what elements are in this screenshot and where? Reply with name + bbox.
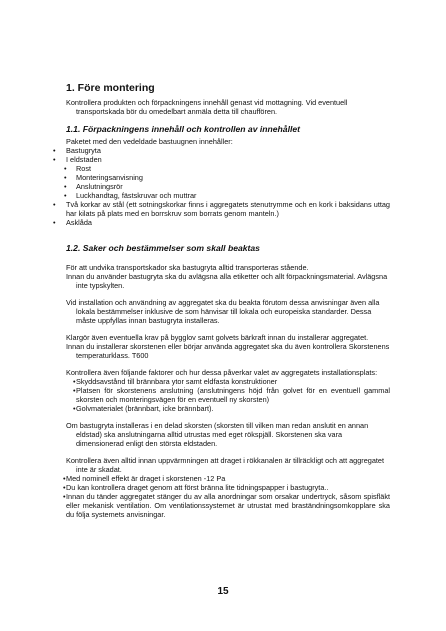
paragraph: Kontrollera även följande faktorer och hur dessa påverkar valet av aggregatets installationsplats: <box>66 368 378 377</box>
list-item: • Rost <box>66 164 390 173</box>
list-item: • Platsen för skorstenens anslutning (anslutningens höjd från golvet för en eventuell gammal skorsten och monteringsvägen för en eventuell ny skorsten) <box>76 386 390 404</box>
contents-list <box>66 146 390 227</box>
section-1-heading: 1. Före montering <box>66 82 155 94</box>
section-1-1-intro: Paketet med den vedeldade bastuugnen innehåller: <box>66 137 233 146</box>
list-item: • Bastugryta <box>66 146 390 155</box>
paragraph: Om bastugryta installeras i en delad skorsten (skorsten till vilken man redan anslutit en annan eldstad) ska anslutningarna alltid utrustas med eget rökspjäll. Skorstenen ska vara dimensionerad enligt den största eldstaden. <box>66 421 369 448</box>
paragraph: För att undvika transportskador ska bastugryta alltid transporteras stående. <box>66 263 309 272</box>
paragraph: Innan du använder bastugryta ska du avlägsna alla etiketter och allt förpackningsmaterial. Avlägsna inte typskylten. <box>66 272 388 290</box>
list-item: • Innan du tänder aggregatet stänger du av alla anordningar som orsakar undertryck, såsom spisfläkt eller mekanisk ventilation. Om ventilationssystemet är utrustat med braständningsomkopplare ska du följa systemets anvisningar. <box>66 492 390 519</box>
draft-check-list <box>66 474 390 519</box>
paragraph: Kontrollera även alltid innan uppvärmningen att draget i rökkanalen är tillräckligt och att aggregatet inte är skadat. <box>66 456 385 474</box>
section-1-intro: Kontrollera produkten och förpackningens innehåll genast vid mottagning. Vid eventuell transportskada bör du omedelbart anmäla detta till chauffören. <box>66 98 348 116</box>
list-item: • Monteringsanvisning <box>66 173 390 182</box>
paragraph: Innan du installerar skorstenen eller börjar använda aggregatet ska du även kontrollera Skorstenens temperaturklass. T600 <box>66 342 390 360</box>
section-1-1-heading: 1.1. Förpackningens innehåll och kontrollen av innehållet <box>66 124 300 134</box>
firebox-contents-list <box>66 164 390 200</box>
list-item: • Luckhandtag, fästskruvar och muttrar <box>66 191 390 200</box>
paragraph: Vid installation och användning av aggregatet ska du beakta förutom dessa anvisningar även alla lokala bestämmelser inklusive de som hänvisar till lokala och europeiska standarder. Dessa måste uppfyllas innan bastugryta installeras. <box>66 298 380 325</box>
placement-factors-list <box>66 377 390 413</box>
list-item: • Golvmaterialet (brännbart, icke brännbart). <box>76 404 390 413</box>
list-item: • Asklåda <box>66 218 390 227</box>
page-number: 15 <box>217 586 229 597</box>
list-item <box>66 155 390 200</box>
list-item: • Med nominell effekt är draget i skorstenen -12 Pa <box>66 474 390 483</box>
list-item: • Skyddsavstånd till brännbara ytor samt eldfasta konstruktioner <box>76 377 390 386</box>
paragraph: Klargör även eventuella krav på bygglov samt golvets bärkraft innan du installerar aggregatet. <box>66 333 369 342</box>
page-content <box>66 82 390 519</box>
list-item: • Anslutningsrör <box>66 182 390 191</box>
list-item: • Du kan kontrollera draget genom att först bränna lite tidningspapper i bastugryta.. <box>66 483 390 492</box>
list-item-label: I eldstaden <box>66 155 102 164</box>
section-1-2-heading: 1.2. Saker och bestämmelser som skall beaktas <box>66 243 260 253</box>
list-item: • Två korkar av stål (ett sotningskorkar finns i aggregatets stenutrymme och en kork i baksidans uttag har kilats på plats med en borrskruv som borrats genom manteln.) <box>66 200 390 218</box>
